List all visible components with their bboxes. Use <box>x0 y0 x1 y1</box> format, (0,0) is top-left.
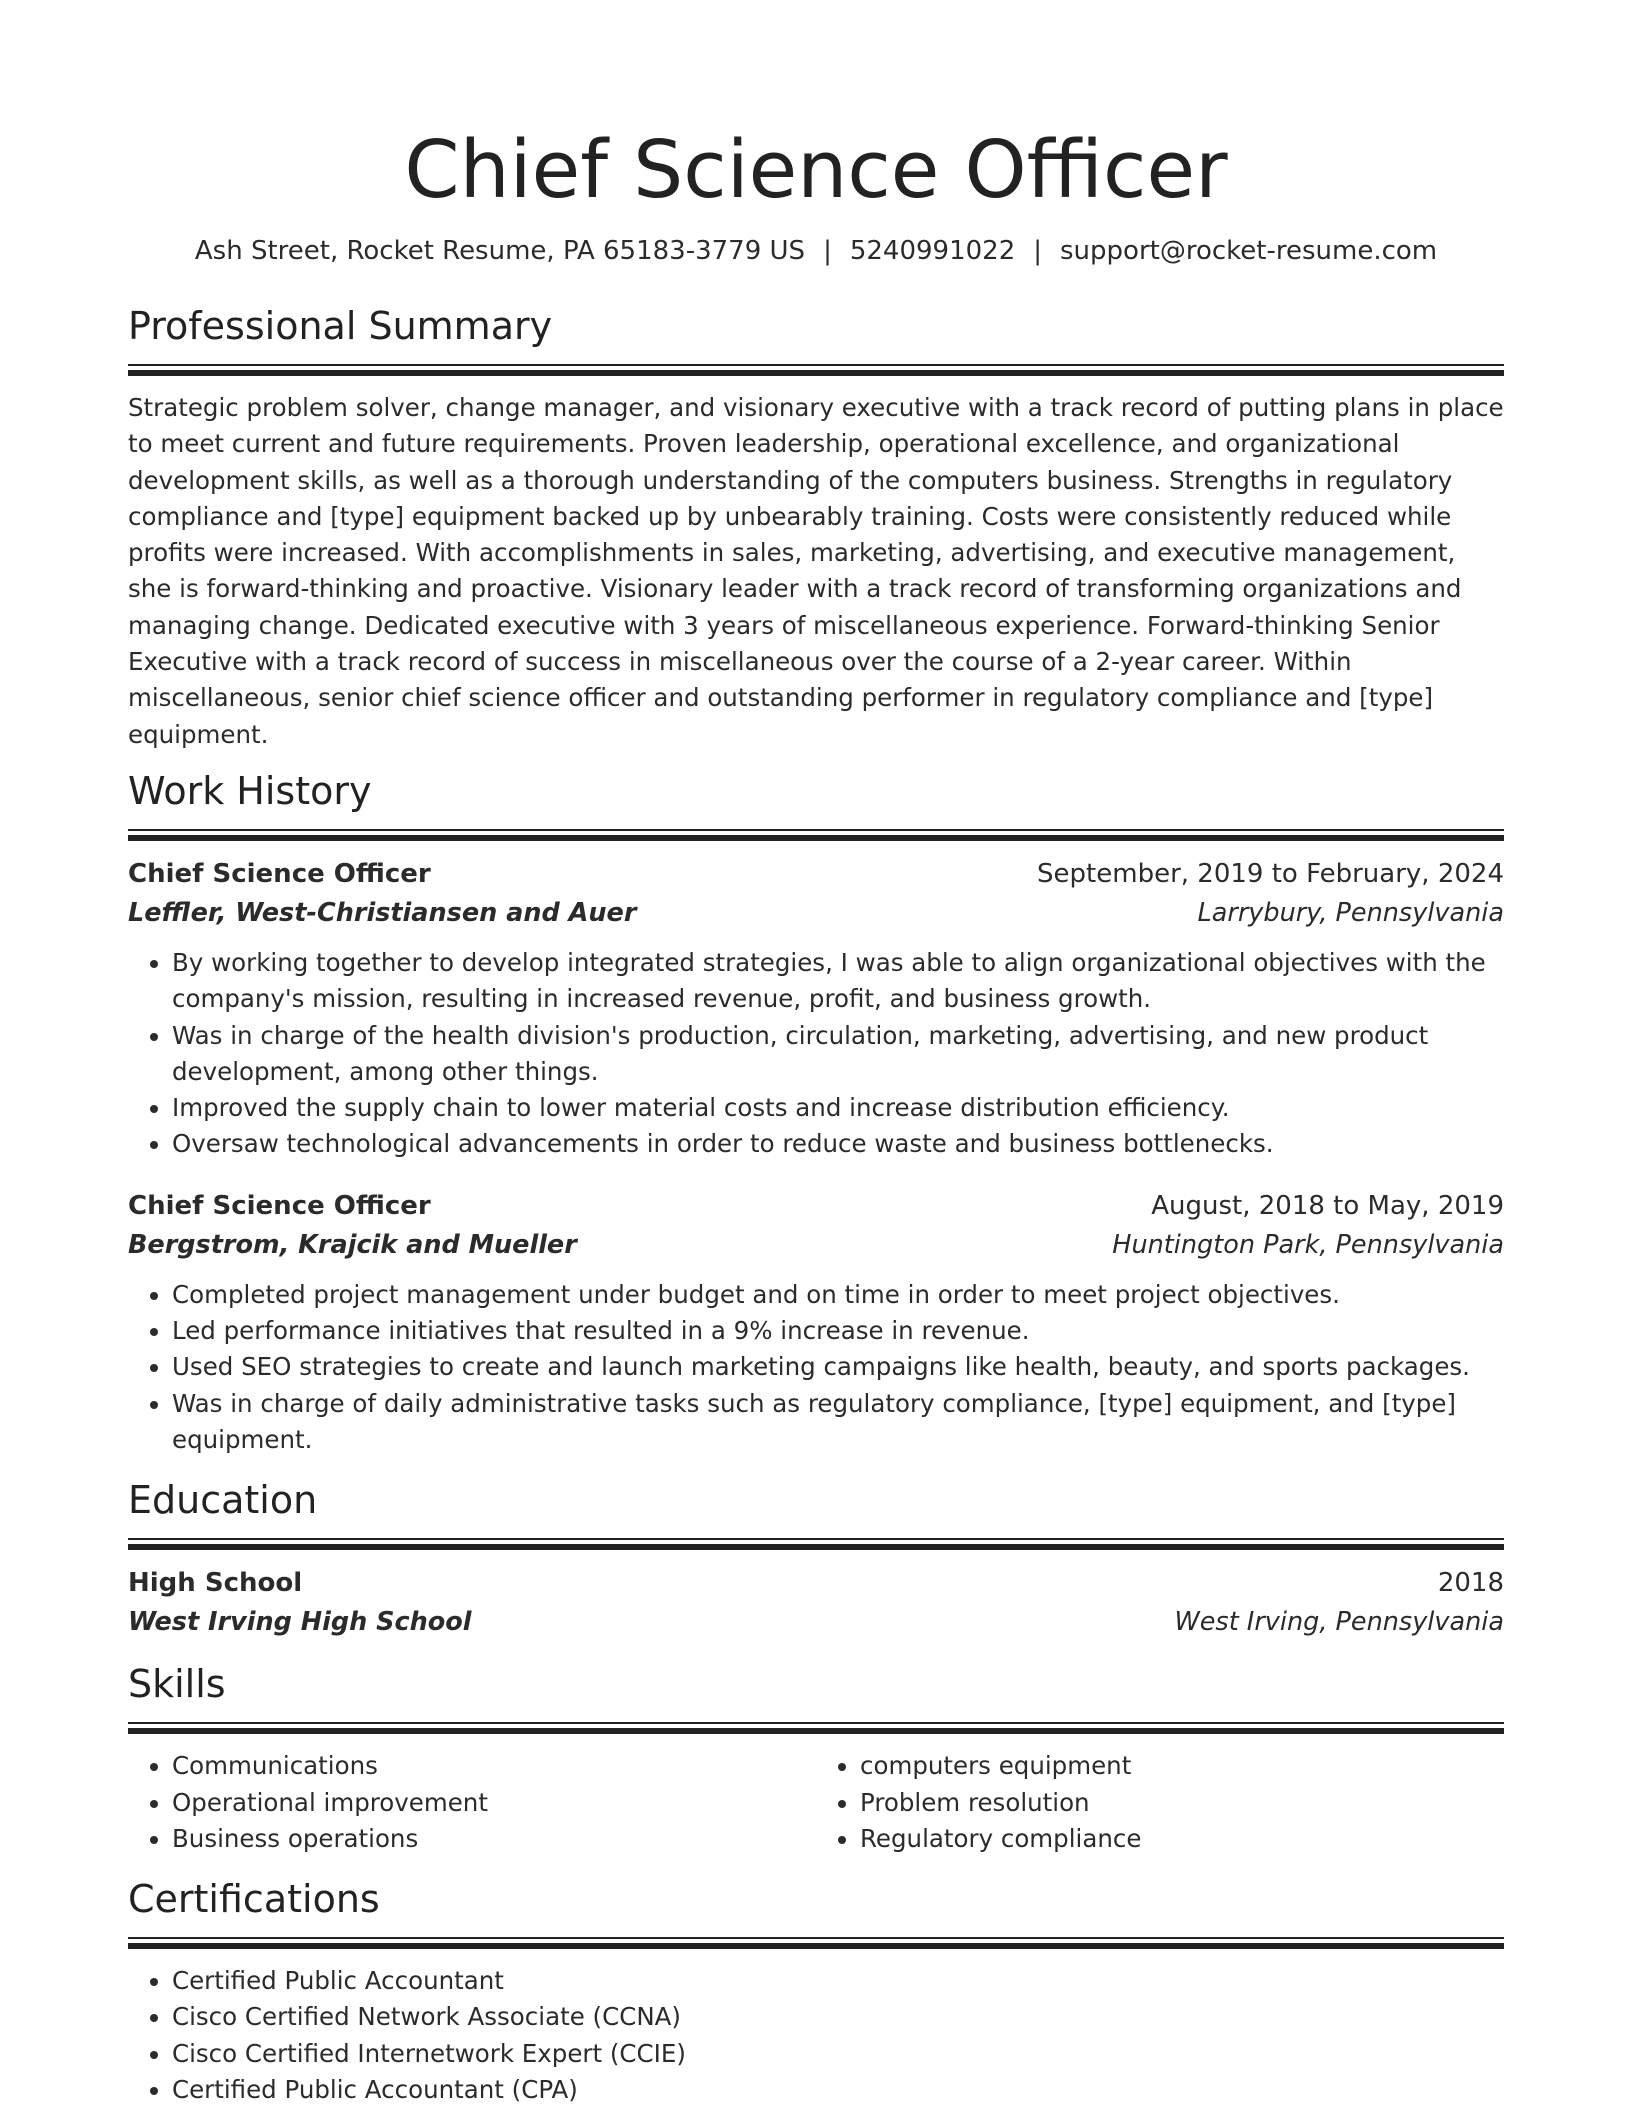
job-entry <box>128 855 1504 1163</box>
summary-text: Strategic problem solver, change manager, and visionary executive with a track record of putting plans in place to meet current and future requirements. Proven leadership, operational excellence, and organizational development skills, as well as a thorough understanding of the computers business. Strengths in regulatory compliance and [type] equipment backed up by unbearably training. Costs were consistently reduced while profits were increased. With accomplishments in sales, marketing, advertising, and executive management, she is forward-thinking and proactive. Visionary leader with a track record of transforming organizations and managing change. Dedicated executive with 3 years of miscellaneous experience. Forward-thinking Senior Executive with a track record of success in miscellaneous over the course of a 2-year career. Within miscellaneous, senior chief science officer and outstanding performer in regulatory compliance and [type] equipment. <box>128 393 1504 749</box>
skill-item: • Problem resolution <box>860 1785 1504 1821</box>
job-title: Chief Science Officer <box>128 858 431 889</box>
skills-section <box>128 1660 1504 1857</box>
education-header <box>128 1564 1504 1602</box>
certifications-list <box>128 1963 1504 2108</box>
contact-separator: | <box>1033 236 1043 266</box>
job-bullet: • Used SEO strategies to create and launch marketing campaigns like health, beauty, and sports packages. <box>172 1349 1504 1385</box>
summary-section <box>128 302 1504 753</box>
skill-item: • Regulatory compliance <box>860 1821 1504 1857</box>
work-section <box>128 767 1504 1458</box>
skills-column-left <box>128 1748 816 1857</box>
job-bullets <box>128 945 1504 1163</box>
section-divider <box>128 364 1504 376</box>
section-title-summary: Professional Summary <box>128 304 553 348</box>
section-title-skills: Skills <box>128 1662 226 1707</box>
section-divider <box>128 829 1504 841</box>
contact-phone: 5240991022 <box>849 236 1016 266</box>
certifications-section <box>128 1875 1504 2108</box>
skill-item: • Operational improvement <box>172 1785 816 1821</box>
education-subheader <box>128 1602 1504 1642</box>
contact-email: support@rocket-resume.com <box>1060 236 1438 266</box>
education-school: West Irving High School <box>128 1607 472 1638</box>
section-divider <box>128 1937 1504 1949</box>
skills-grid <box>128 1748 1504 1857</box>
job-bullets <box>128 1277 1504 1458</box>
section-divider <box>128 1538 1504 1550</box>
job-header <box>128 1187 1504 1225</box>
job-header <box>128 855 1504 893</box>
education-degree: High School <box>128 1568 303 1599</box>
skills-column-right <box>816 1748 1504 1857</box>
section-divider <box>128 1722 1504 1734</box>
contact-line <box>128 234 1504 268</box>
contact-address: Ash Street, Rocket Resume, PA 65183-3779 US <box>194 236 806 266</box>
section-title-work: Work History <box>128 768 372 813</box>
job-dates: September, 2019 to February, 2024 <box>1037 858 1504 889</box>
skill-item: • computers equipment <box>860 1748 1504 1784</box>
education-entry <box>128 1564 1504 1642</box>
certification-item: • Certified Public Accountant <box>172 1963 1504 1999</box>
skill-item: • Business operations <box>172 1821 816 1857</box>
section-title-education: Education <box>128 1478 318 1523</box>
section-title-certifications: Certifications <box>128 1877 380 1922</box>
job-subheader <box>128 893 1504 933</box>
job-bullet: • Led performance initiatives that resulted in a 9% increase in revenue. <box>172 1313 1504 1349</box>
education-location: West Irving, Pennsylvania <box>1174 1607 1504 1638</box>
education-year: 2018 <box>1437 1568 1504 1599</box>
job-entry <box>128 1187 1504 1458</box>
resume-name: Chief Science Officer <box>404 124 1228 216</box>
job-location: Larrybury, Pennsylvania <box>1197 897 1504 928</box>
skills-list <box>816 1748 1504 1857</box>
job-bullet: • Was in charge of the health division's production, circulation, marketing, advertising, and new product development, among other things. <box>172 1018 1504 1091</box>
job-dates: August, 2018 to May, 2019 <box>1151 1190 1504 1221</box>
job-bullet: • Oversaw technological advancements in order to reduce waste and business bottlenecks. <box>172 1126 1504 1162</box>
certification-item: • Cisco Certified Network Associate (CCNA) <box>172 1999 1504 2035</box>
contact-separator: | <box>823 236 832 266</box>
job-location: Huntington Park, Pennsylvania <box>1112 1229 1504 1260</box>
skills-list <box>128 1748 816 1857</box>
job-title: Chief Science Officer <box>128 1190 431 1221</box>
job-company: Leffler, West-Christiansen and Auer <box>128 897 637 928</box>
certification-item: • Cisco Certified Internetwork Expert (CCIE) <box>172 2036 1504 2072</box>
job-bullet: • Completed project management under budget and on time in order to meet project objectives. <box>172 1277 1504 1313</box>
job-bullet: • By working together to develop integrated strategies, I was able to align organizational objectives with the company's mission, resulting in increased revenue, profit, and business growth. <box>172 945 1504 1018</box>
education-section <box>128 1476 1504 1642</box>
job-subheader <box>128 1225 1504 1265</box>
job-bullet: • Was in charge of daily administrative tasks such as regulatory compliance, [type] equipment, and [type] equipment. <box>172 1386 1504 1459</box>
job-bullet: • Improved the supply chain to lower material costs and increase distribution efficiency. <box>172 1090 1504 1126</box>
certification-item: • Certified Public Accountant (CPA) <box>172 2072 1504 2108</box>
resume-page <box>128 0 1504 2108</box>
skill-item: • Communications <box>172 1748 816 1784</box>
job-company: Bergstrom, Krajcik and Mueller <box>128 1229 577 1260</box>
